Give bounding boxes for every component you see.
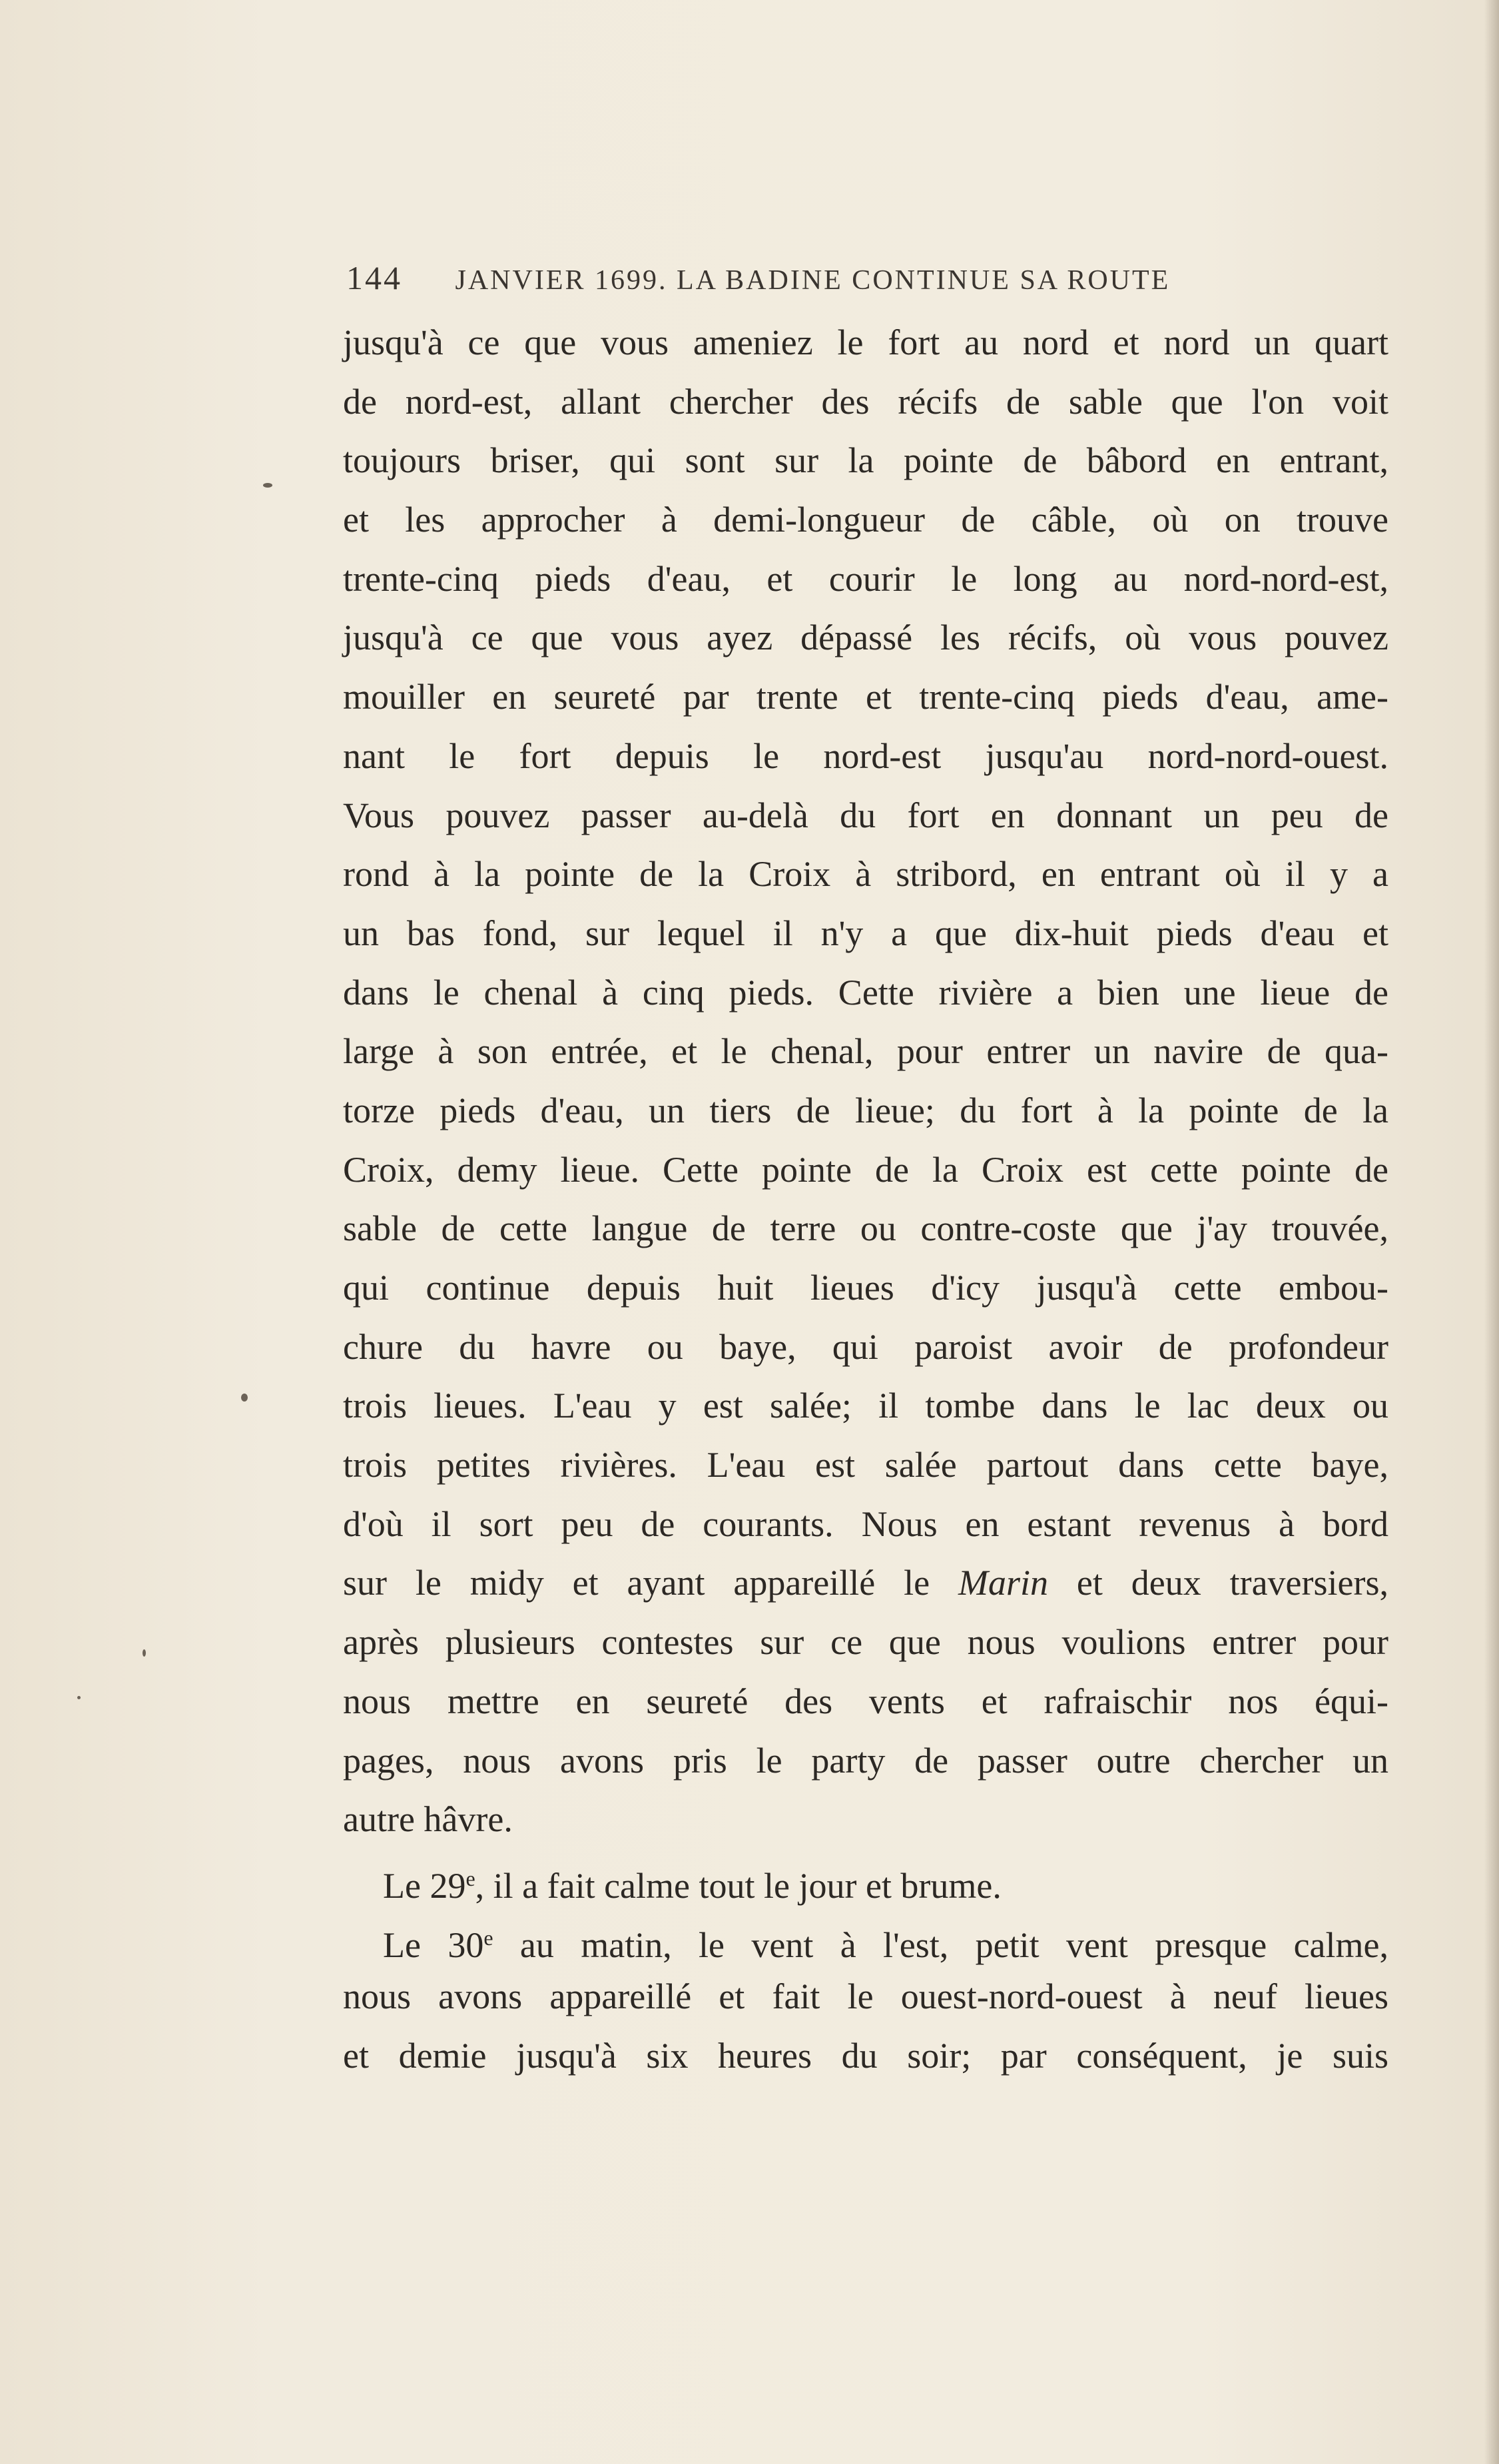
text-line: large à son entrée, et le chenal, pour entrer un navire de qua- [343, 1031, 1388, 1072]
text-segment: et deux traversiers, [1048, 1563, 1388, 1603]
text-line: trois lieues. L'eau y est salée; il tombe dans le lac deux ou [343, 1386, 1388, 1426]
page-edge-shadow [1484, 0, 1499, 2464]
text-line: jusqu'à ce que vous ayez dépassé les récifs, où vous pouvez [343, 617, 1388, 658]
text-line: trois petites rivières. L'eau est salée partout dans cette baye, [343, 1445, 1388, 1485]
text-line: Croix, demy lieue. Cette pointe de la Croix est cette pointe de [343, 1149, 1388, 1190]
text-line: chure du havre ou baye, qui paroist avoir de profondeur [343, 1326, 1388, 1367]
text-segment: , il a fait calme tout le jour et brume. [475, 1865, 1002, 1906]
body-text [343, 313, 1388, 2086]
text-line: un bas fond, sur lequel il n'y a que dix-huit pieds d'eau et [343, 913, 1388, 953]
text-line: trente-cinq pieds d'eau, et courir le long au nord-nord-est, [343, 558, 1388, 599]
ordinal-superscript: e [465, 1866, 475, 1890]
text-line: et les approcher à demi-longueur de câble, où on trouve [343, 500, 1388, 540]
text-line: rond à la pointe de la Croix à stribord, en entrant où il y a [343, 854, 1388, 895]
margin-speck [77, 1696, 81, 1699]
margin-speck [263, 483, 272, 488]
text-line: mouiller en seureté par trente et trente-cinq pieds d'eau, ame- [343, 677, 1388, 717]
text-line: de nord-est, allant chercher des récifs de sable que l'on voit [343, 381, 1388, 422]
text-line: autre hâvre. [343, 1799, 513, 1840]
text-line: qui continue depuis huit lieues d'icy jusqu'à cette embou- [343, 1268, 1388, 1308]
text-line: toujours briser, qui sont sur la pointe de bâbord en entrant, [343, 440, 1388, 481]
running-header [346, 258, 1385, 305]
paragraph-29 [343, 1849, 1388, 1908]
ship-name: Marin [958, 1563, 1048, 1603]
text-line: après plusieurs contestes sur ce que nous voulions entrer pour [343, 1622, 1388, 1663]
text-segment: Le 29 [383, 1865, 466, 1906]
margin-speck [143, 1649, 146, 1657]
page-number: 144 [346, 259, 402, 296]
text-segment: Le 30 [383, 1924, 484, 1965]
margin-speck [241, 1394, 248, 1402]
text-line: sable de cette langue de terre ou contre-coste que j'ay trouvée, [343, 1208, 1388, 1249]
ordinal-superscript: e [483, 1925, 493, 1950]
paragraph-30 [343, 1908, 1388, 1968]
text-line: dans le chenal à cinq pieds. Cette rivière a bien une lieue de [343, 972, 1388, 1013]
running-title: JANVIER 1699. LA BADINE CONTINUE SA ROUTE [455, 265, 1171, 296]
text-line: Vous pouvez passer au-delà du fort en donnant un peu de [343, 795, 1388, 835]
text-line: jusqu'à ce que vous ameniez le fort au nord et nord un quart [343, 322, 1388, 362]
text-line: nous mettre en seureté des vents et rafraischir nos équi- [343, 1681, 1388, 1721]
text-segment: au matin, le vent à l'est, petit vent presque calme, [493, 1924, 1388, 1965]
text-line: nous avons appareillé et fait le ouest-nord-ouest à neuf lieues [343, 1976, 1388, 2017]
text-line: torze pieds d'eau, un tiers de lieue; du fort à la pointe de la [343, 1090, 1388, 1130]
text-segment: sur le midy et ayant appareillé le [343, 1563, 958, 1603]
text-line-with-ship-name [343, 1553, 1388, 1613]
text-line: et demie jusqu'à six heures du soir; par conséquent, je suis [343, 2035, 1388, 2076]
text-line: pages, nous avons pris le party de passer outre chercher un [343, 1740, 1388, 1781]
text-line: nant le fort depuis le nord-est jusqu'au nord-nord-ouest. [343, 735, 1388, 776]
text-line: d'où il sort peu de courants. Nous en estant revenus à bord [343, 1503, 1388, 1544]
